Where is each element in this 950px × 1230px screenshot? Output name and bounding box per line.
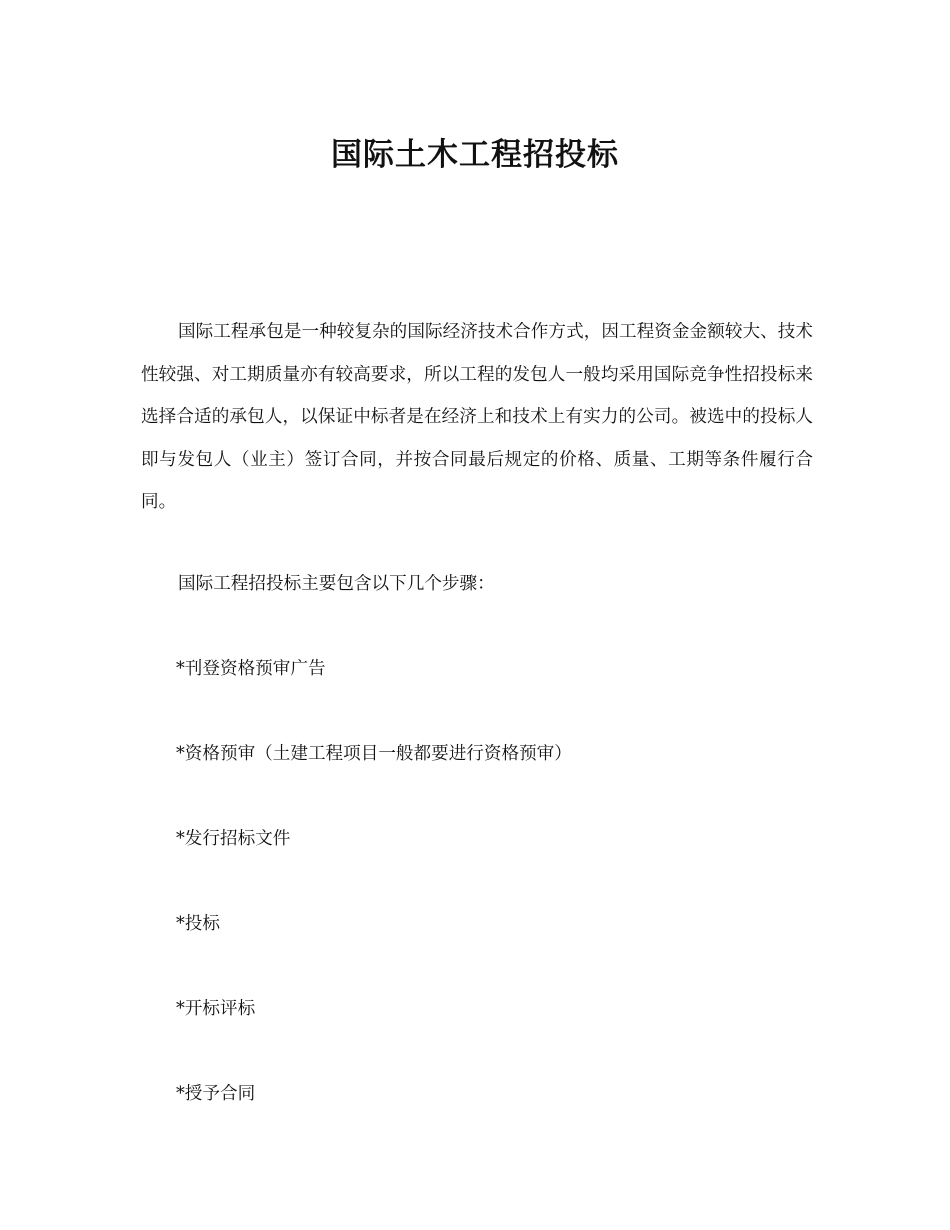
steps-heading: 国际工程招投标主要包含以下几个步骤： xyxy=(178,574,495,594)
document-title: 国际土木工程招投标 xyxy=(331,136,619,173)
step-item-contract-award: *授予合同 xyxy=(176,1084,256,1104)
intro-paragraph: 国际工程承包是一种较复杂的国际经济技术合作方式，因工程资金金额较大、技术性较强、对工期质量亦有较高要求，所以工程的发包人一般均采用国际竞争性招投标来选择合适的承包人，以保证中标者是在经济上和技术上有实力的公司。被选中的投标人即与发包人（业主）签订合同，并按合同最后规定的价格、质量、工期等条件履行合同。 xyxy=(141,322,813,512)
step-item-prequalification: *资格预审（土建工程项目一般都要进行资格预审） xyxy=(176,744,572,764)
step-item-bid-opening-evaluation: *开标评标 xyxy=(176,999,256,1019)
step-item-issue-tender-documents: *发行招标文件 xyxy=(176,829,291,849)
step-item-publish-prequalification-notice: *刊登资格预审广告 xyxy=(176,659,326,679)
step-item-bidding: *投标 xyxy=(176,914,220,934)
